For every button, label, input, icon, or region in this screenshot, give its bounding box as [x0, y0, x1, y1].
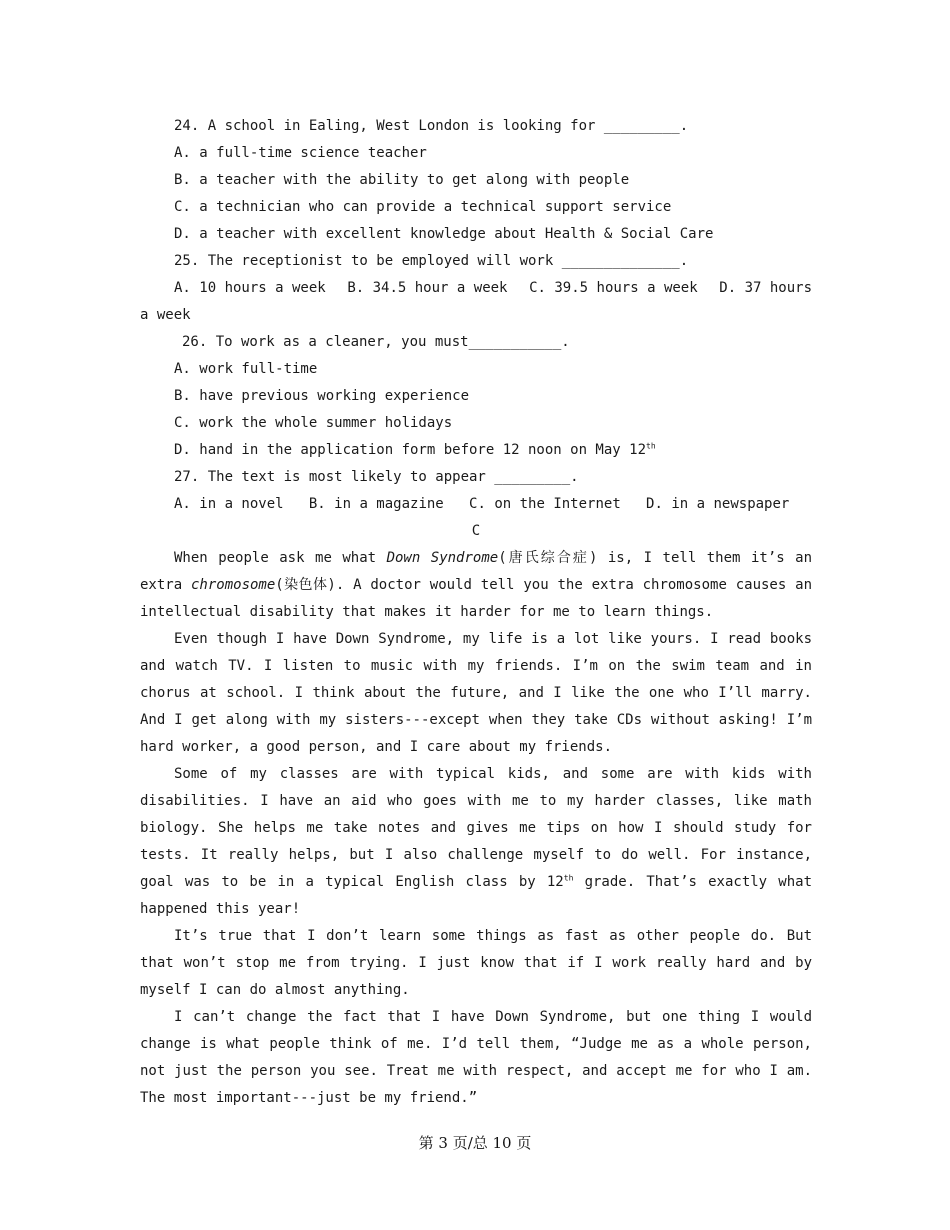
paragraph-line: happened this year! — [140, 901, 301, 917]
question-25-stem: 25. The receptionist to be employed will work ______________. — [174, 253, 689, 269]
paragraph-line: The most important---just be my friend.” — [140, 1090, 478, 1106]
document-page — [140, 113, 812, 1112]
question-24-stem: 24. A school in Ealing, West London is looking for _________. — [174, 118, 689, 134]
text-run: (唐氏综合症) is, I tell them it’s an — [498, 550, 812, 566]
ordinal-suffix: th — [646, 441, 656, 451]
text-run: extra — [140, 577, 191, 593]
paragraph-line: intellectual disability that makes it harder for me to learn things. — [140, 604, 714, 620]
paragraph-line: It’s true that I don’t learn some things as fast as other people do. But — [174, 928, 812, 944]
question-27-option-b: B. in a magazine — [308, 496, 444, 512]
question-25-option-b: B. 34.5 hour a week — [347, 280, 508, 296]
paragraph-line: Even though I have Down Syndrome, my life is a lot like yours. I read books — [174, 631, 812, 647]
question-24-option-d: D. a teacher with excellent knowledge about Health & Social Care — [174, 226, 714, 242]
question-26-option-a: A. work full-time — [174, 361, 318, 377]
question-27-stem: 27. The text is most likely to appear _________. — [174, 469, 579, 485]
paragraph-line: Some of my classes are with typical kids, and some are with kids with — [174, 766, 812, 782]
question-25-option-d: D. 37 hours — [719, 280, 812, 296]
italic-term: chromosome — [191, 577, 276, 593]
paragraph-line — [140, 869, 812, 896]
passage-paragraph-2 — [140, 626, 812, 761]
paragraph-line: myself I can do almost anything. — [140, 982, 410, 998]
paragraph-line — [140, 572, 812, 599]
paragraph-line: disabilities. I have an aid who goes with me to my harder classes, like math — [140, 793, 812, 809]
passage-paragraph-3 — [140, 761, 812, 923]
passage-paragraph-1 — [140, 545, 812, 626]
ordinal-suffix: th — [563, 873, 574, 883]
page-number-footer: 第 3 页/总 10 页 — [418, 1134, 532, 1152]
question-27-option-c: C. on the Internet — [469, 496, 621, 512]
paragraph-line: hard worker, a good person, and I care about my friends. — [140, 739, 613, 755]
text-run: grade. That’s exactly what — [573, 874, 812, 890]
question-27-option-d: D. in a newspaper — [646, 496, 790, 512]
passage-paragraph-5 — [140, 1004, 812, 1112]
paragraph-line: tests. It really helps, but I also challenge myself to do well. For instance, — [140, 847, 812, 863]
paragraph-line: chorus at school. I think about the future, and I like the one who I’ll marry. — [140, 685, 812, 701]
section-label: C — [471, 523, 481, 539]
paragraph-line: And I get along with my sisters---except when they take CDs without asking! I’m — [140, 712, 812, 728]
passage-paragraph-4 — [140, 923, 812, 1004]
question-26-option-b: B. have previous working experience — [174, 388, 470, 404]
question-26-option-d-text: D. hand in the application form before 12 noon on May 12 — [174, 442, 647, 458]
paragraph-line: and watch TV. I listen to music with my friends. I’m on the swim team and in — [140, 658, 812, 674]
question-24-option-c: C. a technician who can provide a technical support service — [174, 199, 672, 215]
question-25-option-c: C. 39.5 hours a week — [529, 280, 698, 296]
text-run: (染色体). A doctor would tell you the extra chromosome causes an — [275, 577, 812, 593]
paragraph-line: I can’t change the fact that I have Down Syndrome, but one thing I would — [174, 1009, 812, 1025]
italic-term: Down Syndrome — [386, 550, 499, 566]
paragraph-line: that won’t stop me from trying. I just know that if I work really hard and by — [140, 955, 812, 971]
paragraph-line: not just the person you see. Treat me with respect, and accept me for who I am. — [140, 1063, 812, 1079]
question-24-option-b: B. a teacher with the ability to get along with people — [174, 172, 630, 188]
paragraph-line — [140, 545, 812, 572]
question-26-option-d — [140, 437, 812, 464]
paragraph-line: change is what people think of me. I’d tell them, “Judge me as a whole person, — [140, 1036, 812, 1052]
question-25-option-d-wrap: a week — [140, 307, 191, 323]
question-25-options — [140, 275, 812, 302]
text-run: goal was to be in a typical English class by 12 — [140, 874, 564, 890]
question-27-option-a: A. in a novel — [174, 496, 284, 512]
question-27-options — [140, 491, 812, 518]
question-26-option-c: C. work the whole summer holidays — [174, 415, 453, 431]
question-24-option-a: A. a full-time science teacher — [174, 145, 427, 161]
question-26-stem: 26. To work as a cleaner, you must___________. — [182, 334, 570, 350]
paragraph-line: biology. She helps me take notes and gives me tips on how I should study for — [140, 820, 812, 836]
text-run: When people ask me what — [174, 550, 387, 566]
question-25-option-a: A. 10 hours a week — [174, 280, 326, 296]
